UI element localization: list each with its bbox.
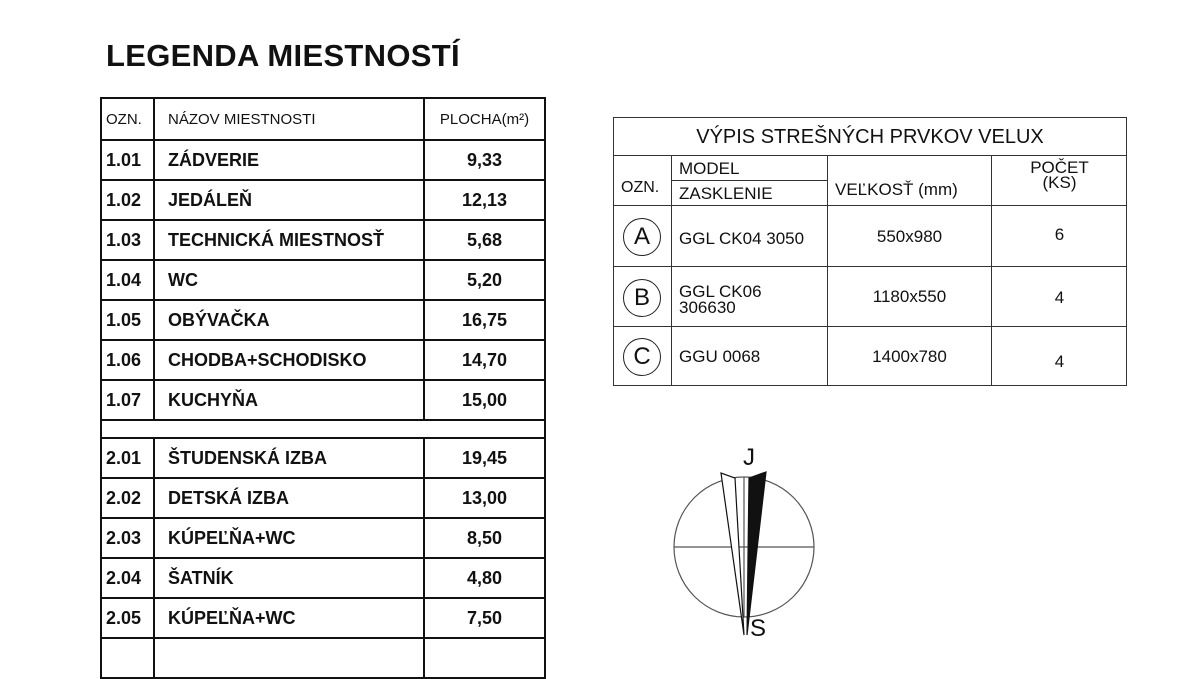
legend-header-code: OZN.	[101, 98, 154, 140]
table-row	[101, 478, 545, 518]
room-code: 1.04	[101, 260, 154, 300]
velux-header-count-unit: (KS)	[1042, 173, 1077, 192]
floor-separator	[101, 420, 545, 438]
velux-header-count: POČET	[1030, 158, 1089, 177]
room-name: OBÝVAČKA	[154, 300, 424, 340]
room-name: ŠTUDENSKÁ IZBA	[154, 438, 424, 478]
table-row	[101, 598, 545, 638]
room-area: 5,20	[424, 260, 545, 300]
velux-count: 4	[1054, 288, 1065, 307]
velux-title: VÝPIS STREŠNÝCH PRVKOV VELUX	[696, 126, 1044, 148]
table-row	[101, 300, 545, 340]
table-row-cut-off	[101, 638, 545, 678]
velux-count: 6	[1054, 225, 1065, 244]
room-code: 2.05	[101, 598, 154, 638]
room-code: 1.07	[101, 380, 154, 420]
room-name: ŠATNÍK	[154, 558, 424, 598]
room-code: 1.06	[101, 340, 154, 380]
room-area: 16,75	[424, 300, 545, 340]
room-code: 2.02	[101, 478, 154, 518]
room-area: 13,00	[424, 478, 545, 518]
room-name: KÚPEĽŇA+WC	[154, 518, 424, 558]
velux-model-line2: 306630	[679, 298, 736, 317]
room-name: KÚPEĽŇA+WC	[154, 598, 424, 638]
table-row	[101, 438, 545, 478]
room-name: ZÁDVERIE	[154, 140, 424, 180]
room-name: TECHNICKÁ MIESTNOSŤ	[154, 220, 424, 260]
compass-top-label: J	[743, 444, 755, 471]
room-area: 7,50	[424, 598, 545, 638]
room-area: 5,68	[424, 220, 545, 260]
room-area: 9,33	[424, 140, 545, 180]
compass-bottom-label: S	[750, 615, 767, 642]
velux-size: 1400x780	[872, 347, 947, 366]
room-name: CHODBA+SCHODISKO	[154, 340, 424, 380]
velux-header-size: VEĽKOSŤ (mm)	[835, 180, 958, 199]
room-area: 15,00	[424, 380, 545, 420]
room-area: 14,70	[424, 340, 545, 380]
room-area: 12,13	[424, 180, 545, 220]
room-area: 4,80	[424, 558, 545, 598]
table-row	[101, 220, 545, 260]
room-code: 1.02	[101, 180, 154, 220]
velux-header-glazing: ZASKLENIE	[679, 184, 773, 203]
room-code: 2.04	[101, 558, 154, 598]
velux-mark-b: B	[623, 279, 661, 317]
table-row	[101, 340, 545, 380]
velux-size: 1180x550	[872, 287, 947, 306]
velux-model: GGU 0068	[679, 347, 761, 366]
legend-header-name: NÁZOV MIESTNOSTI	[154, 98, 424, 140]
table-row	[101, 518, 545, 558]
room-name: JEDÁLEŇ	[154, 180, 424, 220]
velux-model: GGL CK06	[679, 282, 762, 301]
room-area: 19,45	[424, 438, 545, 478]
table-row	[101, 140, 545, 180]
room-name: WC	[154, 260, 424, 300]
floor-separator-row	[101, 420, 545, 438]
table-row	[101, 180, 545, 220]
room-code: 1.03	[101, 220, 154, 260]
velux-size: 550x980	[876, 227, 943, 246]
room-code: 2.03	[101, 518, 154, 558]
legend-title: LEGENDA MIESTNOSTÍ	[106, 38, 460, 73]
velux-mark-a: A	[623, 218, 661, 256]
compass	[660, 440, 830, 650]
legend-header-row	[101, 98, 545, 140]
room-code: 1.05	[101, 300, 154, 340]
table-row	[101, 558, 545, 598]
room-name: DETSKÁ IZBA	[154, 478, 424, 518]
legend-header-area: PLOCHA(m²)	[424, 98, 545, 140]
room-code: 1.01	[101, 140, 154, 180]
room-name: KUCHYŇA	[154, 380, 424, 420]
table-row	[101, 380, 545, 420]
velux-count: 4	[1054, 352, 1065, 371]
velux-model: GGL CK04 3050	[679, 229, 805, 248]
velux-mark-c: C	[623, 338, 661, 376]
room-code: 2.01	[101, 438, 154, 478]
room-area: 8,50	[424, 518, 545, 558]
velux-header-model: MODEL	[679, 159, 740, 178]
room-legend-table	[100, 97, 546, 679]
table-row	[101, 260, 545, 300]
velux-header-code: OZN.	[621, 179, 660, 196]
velux-table	[613, 117, 1127, 386]
